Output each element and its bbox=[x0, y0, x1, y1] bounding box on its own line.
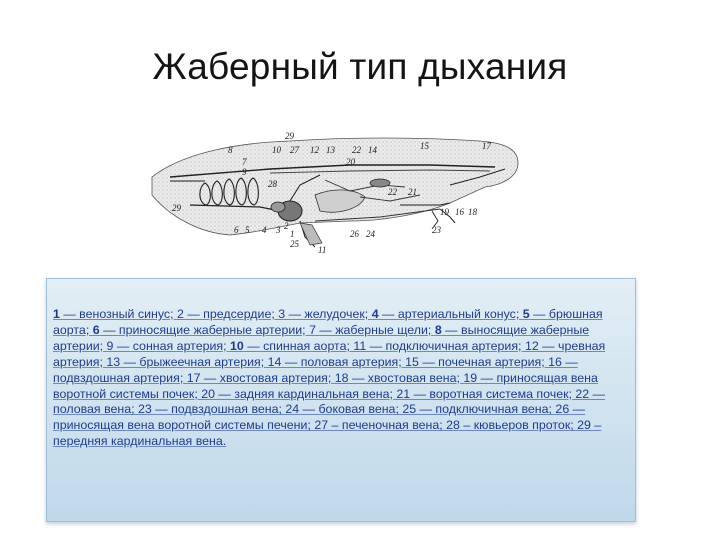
legend-num: 10 bbox=[230, 338, 244, 353]
fig-label: 9 bbox=[242, 167, 247, 177]
fig-label: 17 bbox=[482, 141, 491, 151]
fig-label: 4 bbox=[262, 225, 267, 235]
fig-label: 27 bbox=[290, 145, 299, 155]
fish-circulatory-diagram bbox=[150, 125, 530, 270]
legend-num: 8 bbox=[434, 322, 442, 337]
legend-text bbox=[53, 307, 631, 450]
fig-label: 22 bbox=[388, 187, 397, 197]
fig-label: 28 bbox=[268, 179, 277, 189]
fig-label: 12 bbox=[310, 145, 319, 155]
fig-label: 8 bbox=[228, 145, 233, 155]
fig-label: 18 bbox=[468, 207, 477, 217]
fig-label: 21 bbox=[408, 187, 417, 197]
legend-num: 1 bbox=[53, 307, 60, 321]
fig-label: 19 bbox=[440, 207, 449, 217]
fig-label: 15 bbox=[420, 141, 429, 151]
fig-label: 10 bbox=[272, 145, 281, 155]
fig-label: 22 bbox=[352, 145, 361, 155]
fig-label: 11 bbox=[318, 245, 327, 255]
fig-label: 24 bbox=[366, 229, 375, 239]
gonad bbox=[370, 179, 390, 187]
legend-num: 5 bbox=[522, 307, 530, 321]
legend-segment: — венозный синус; 2 — предсердие; 3 — желудочек; bbox=[59, 307, 372, 321]
fig-label: 2 bbox=[284, 221, 289, 231]
fig-label: 7 bbox=[242, 157, 247, 167]
fig-label: 29 bbox=[285, 131, 294, 141]
slide-title: Жаберный тип дыхания bbox=[152, 46, 568, 87]
fish-body-outline bbox=[152, 138, 518, 235]
legend-num: 6 bbox=[92, 322, 100, 337]
legend-segment: — спинная аорта; 11 — подключичная артерия; 12 — чревная артерия; 13 — брыжеечная артерия; 14 — половая артерия; 15 — почечная артерия; 16 — подвздошная артерия; 17 — хвостовая артерия; 18 — хвостовая вена; 19 — приносящая вена воротной системы почек; 20 — задняя кардинальная вена; 21 — воротная система почек; 22 — половая вена; 23 — подвздошная вена; 24 — боковая вена; 25 — подключичная вена; 26 — приносящая вена воротной системы печени; 27 – печеночная вена; 28 – кювьеров проток; 29 – передняя кардинальная вена. bbox=[53, 338, 606, 449]
pectoral-fin bbox=[300, 223, 322, 245]
legend-segment: — брюшная аорта; bbox=[53, 307, 603, 337]
fig-label: 23 bbox=[432, 225, 441, 235]
fig-label: 16 bbox=[455, 207, 464, 217]
fig-label: 29 bbox=[172, 203, 181, 213]
legend-segment: — приносящие жаберные артерии; 7 — жаберные щели; bbox=[99, 322, 435, 337]
fig-label: 5 bbox=[245, 225, 250, 235]
legend-segment: — артериальный конус; bbox=[378, 307, 523, 321]
fig-label: 13 bbox=[326, 145, 335, 155]
fig-label: 25 bbox=[290, 239, 299, 249]
fig-label: 14 bbox=[368, 145, 377, 155]
diagram-svg bbox=[150, 125, 530, 270]
legend-box bbox=[46, 278, 636, 522]
fig-label: 3 bbox=[276, 225, 281, 235]
fig-label: 6 bbox=[234, 225, 239, 235]
sinus-venosus bbox=[271, 202, 285, 212]
fig-label: 1 bbox=[290, 229, 295, 239]
legend-num: 4 bbox=[371, 307, 379, 321]
fig-label: 26 bbox=[350, 229, 359, 239]
fig-label: 20 bbox=[346, 157, 355, 167]
legend-segment: — выносящие жаберные артерии; 9 — сонная артерия; bbox=[53, 322, 590, 353]
